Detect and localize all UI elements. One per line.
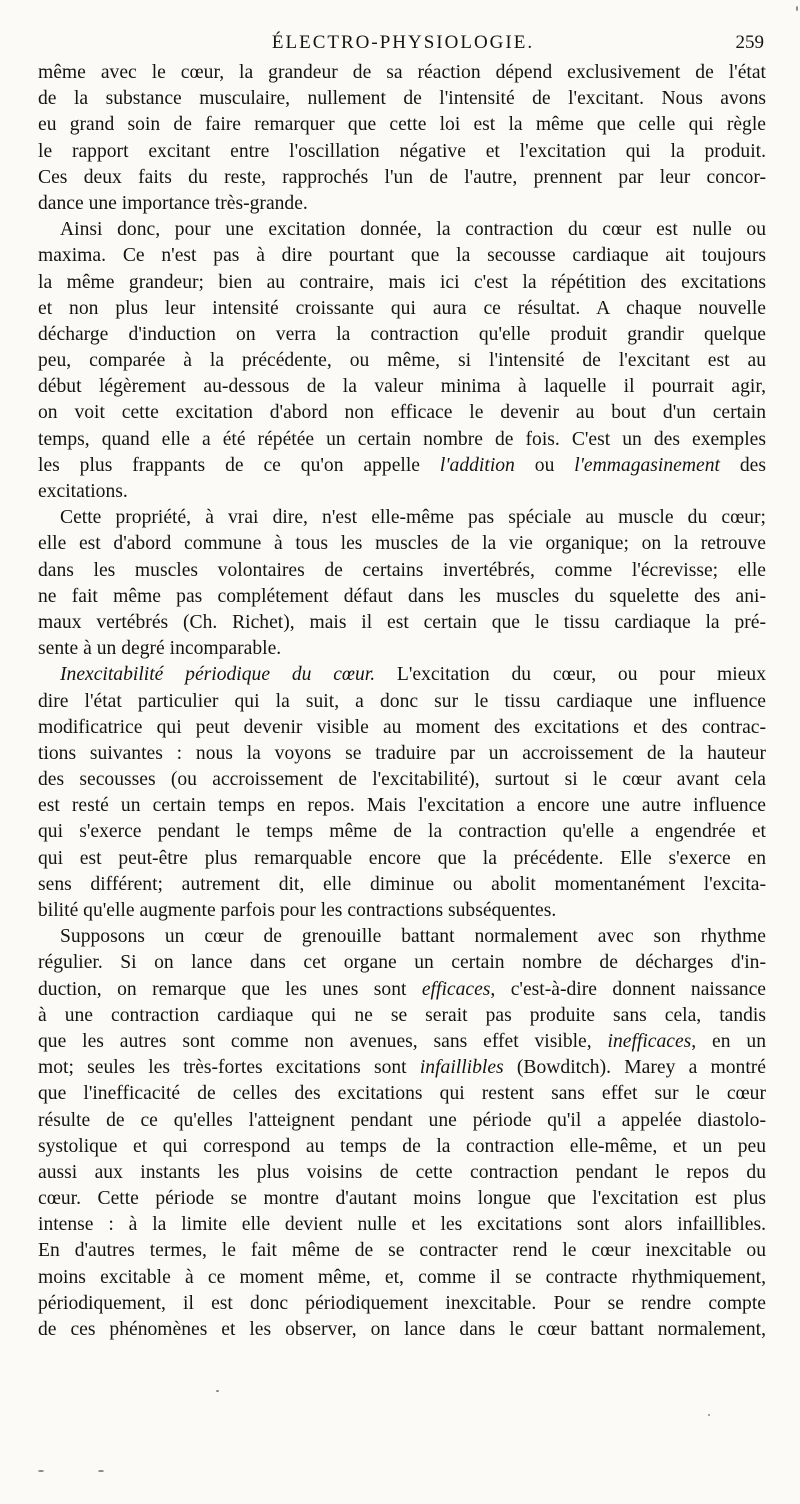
- text-span: les plus frappants de ce qu'on appelle: [38, 454, 440, 476]
- scan-speck: [216, 1390, 219, 1392]
- text-line: temps, quand elle a été répétée un certain nombre de fois. C'est un des exemples: [38, 428, 766, 450]
- text-line: est resté un certain temps en repos. Mais l'excitation a encore une autre influence: [38, 795, 766, 817]
- text-span: , c'est-à-dire donnent naissance: [490, 978, 766, 1000]
- text-line: dans les muscles volontaires de certains invertébrés, comme l'écrevisse; elle: [38, 559, 766, 581]
- text-line: cœur. Cette période se montre d'autant moins longue que l'excitation est plus: [38, 1188, 766, 1210]
- text-line: périodiquement, il est donc périodiquement inexcitable. Pour se rendre compte: [38, 1292, 766, 1314]
- text-line: qui s'exerce pendant le temps même de la contraction qu'elle a engendrée et: [38, 821, 766, 843]
- text-line: début légèrement au-dessous de la valeur minima à laquelle il pourrait agir,: [38, 376, 766, 398]
- text-line: tions suivantes : nous la voyons se traduire par un accroissement de la hauteur: [38, 742, 766, 764]
- text-line: [38, 1029, 766, 1055]
- text-line: Supposons un cœur de grenouille battant normalement avec son rhythme: [60, 926, 766, 948]
- text-line: bilité qu'elle augmente parfois pour les contractions subséquentes.: [38, 900, 557, 921]
- text-span: des: [719, 454, 766, 476]
- page-header: [38, 24, 768, 60]
- text-line: En d'autres termes, le fait même de se contracter rend le cœur inexcitable ou: [38, 1240, 766, 1262]
- text-line: et non plus leur intensité croissante qui aura ce résultat. A chaque nouvelle: [38, 297, 766, 319]
- text-span: que les autres sont comme non avenues, sans effet visible,: [38, 1030, 608, 1052]
- text-span: (Bowditch). Marey a montré: [503, 1057, 767, 1079]
- body-text: [38, 60, 766, 1343]
- text-line: elle est d'abord commune à tous les muscles de la vie organique; on la retrouve: [38, 533, 766, 555]
- text-line: excitations.: [38, 481, 128, 502]
- text-span: L'excitation du cœur, ou pour mieux: [375, 664, 766, 686]
- text-line: sens différent; autrement dit, elle diminue ou abolit momentanément l'excita-: [38, 873, 766, 895]
- text-span: duction, on remarque que les unes sont: [38, 978, 422, 1000]
- running-title: ÉLECTRO-PHYSIOLOGIE.: [271, 32, 535, 53]
- text-line: maux vertébrés (Ch. Richet), mais il est certain que le tissu cardiaque la pré-: [38, 611, 766, 633]
- text-span: ou: [514, 454, 575, 476]
- text-line: aussi aux instants les plus voisins de cette contraction pendant le repos du: [38, 1161, 766, 1183]
- text-line: qui est peut-être plus remarquable encore que la précédente. Elle s'exerce en: [38, 847, 766, 869]
- text-line: intense : à la limite elle devient nulle et les excitations sont alors infaillibles.: [38, 1214, 766, 1236]
- scan-speck: [708, 1414, 710, 1416]
- text-line: moins excitable à ce moment même, et, comme il se contracte rhythmiquement,: [38, 1266, 766, 1288]
- text-line: décharge d'induction on verra la contraction qu'elle produit grandir quelque: [38, 323, 766, 345]
- text-line: ne fait même pas complétement défaut dans les muscles du squelette des ani-: [38, 585, 766, 607]
- italic-term: inefficaces: [607, 1030, 692, 1052]
- italic-term: l'emmagasinement: [574, 454, 720, 476]
- text-line: [38, 1055, 766, 1081]
- text-line: [38, 977, 766, 1003]
- text-line: modificatrice qui peut devenir visible au moment des excitations et des contrac-: [38, 716, 766, 738]
- scan-speck: [796, 6, 798, 11]
- scan-speck: [98, 1470, 104, 1472]
- text-line: résulte de ce qu'elles l'atteignent pendant une période qu'il a appelée diastolo-: [38, 1109, 766, 1131]
- text-span: mot; seules les très-fortes excitations sont: [38, 1057, 420, 1079]
- text-line: systolique et qui correspond au temps de la contraction elle-même, et un peu: [38, 1135, 766, 1157]
- text-line: [38, 453, 766, 479]
- text-line: sente à un degré incomparable.: [38, 638, 282, 660]
- page-number: 259: [735, 32, 764, 53]
- text-line: même avec le cœur, la grandeur de sa réaction dépend exclusivement de l'état: [38, 62, 766, 83]
- text-line: de la substance musculaire, nullement de l'intensité de l'excitant. Nous avons: [38, 88, 766, 110]
- text-line: Ainsi donc, pour une excitation donnée, la contraction du cœur est nulle ou: [60, 219, 766, 241]
- scan-speck: [38, 1470, 44, 1472]
- text-line: le rapport excitant entre l'oscillation négative et l'excitation qui la produit.: [38, 140, 766, 162]
- text-line: des secousses (ou accroissement de l'excitabilité), surtout si le cœur avant cela: [38, 769, 766, 791]
- italic-term: infaillibles: [419, 1057, 504, 1079]
- text-line: dance une importance très-grande.: [38, 192, 308, 214]
- text-line: on voit cette excitation d'abord non efficace le devenir au bout d'un certain: [38, 402, 766, 424]
- text-line: dire l'état particulier qui la suit, a donc sur le tissu cardiaque une influence: [38, 690, 766, 712]
- text-line: que l'inefficacité de celles des excitations qui restent sans effet sur le cœur: [38, 1083, 766, 1105]
- text-line: eu grand soin de faire remarquer que cette loi est la même que celle qui règle: [38, 114, 766, 136]
- text-line: la même grandeur; bien au contraire, mais ici c'est la répétition des excitations: [38, 271, 766, 293]
- italic-term: l'addition: [439, 454, 515, 476]
- text-line: [38, 662, 766, 688]
- text-line: peu, comparée à la précédente, ou même, si l'intensité de l'excitant est au: [38, 350, 766, 372]
- text-line: de ces phénomènes et les observer, on lance dans le cœur battant normalement,: [38, 1319, 766, 1340]
- text-line: Cette propriété, à vrai dire, n'est elle-même pas spéciale au muscle du cœur;: [60, 507, 766, 529]
- text-span: , en un: [691, 1030, 766, 1052]
- italic-term: efficaces: [421, 978, 491, 1000]
- text-line: régulier. Si on lance dans cet organe un certain nombre de décharges d'in-: [38, 952, 766, 974]
- text-line: à une contraction cardiaque qui ne se serait pas produite sans cela, tandis: [38, 1004, 766, 1026]
- text-line: Ces deux faits du reste, rapprochés l'un de l'autre, prennent par leur concor-: [38, 166, 766, 188]
- italic-term: Inexcitabilité périodique du cœur.: [60, 664, 376, 686]
- text-line: maxima. Ce n'est pas à dire pourtant que la secousse cardiaque ait toujours: [38, 245, 766, 267]
